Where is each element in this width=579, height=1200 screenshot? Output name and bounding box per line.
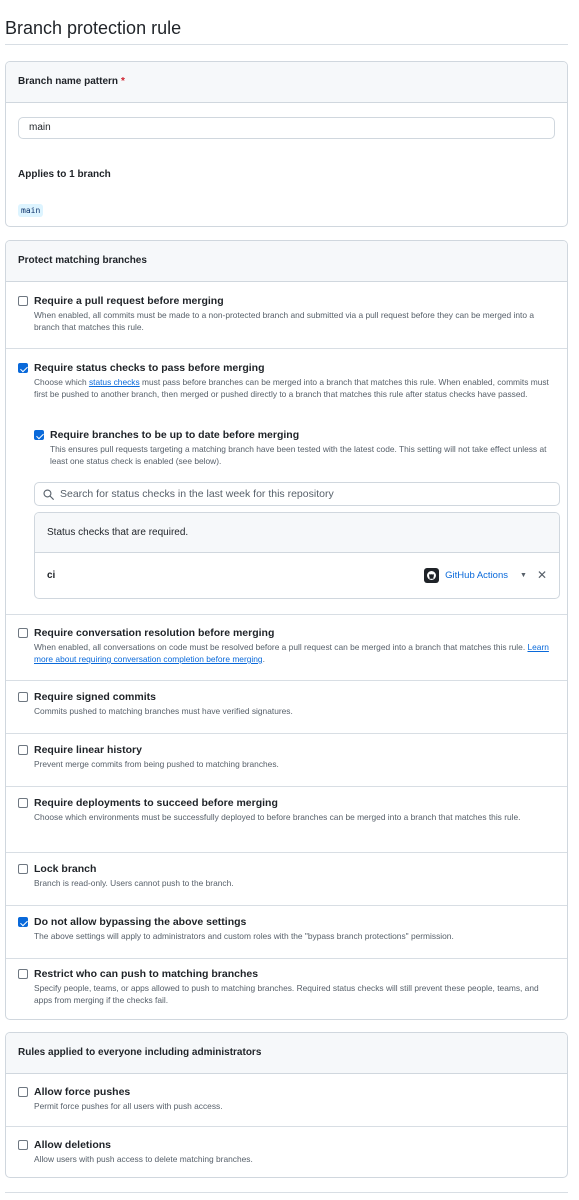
desc-text: must pass before branches can be merged into a branch that matches this rule. When enabled, commits must first be pushed to another branch, then merged or pushed directly to a branch that matches this rule after status checks have passed.	[34, 377, 549, 399]
search-placeholder: Search for status checks in the last week for this repository	[60, 487, 334, 500]
option-title: Require branches to be up to date before merging	[50, 429, 300, 441]
option-title: Require linear history	[34, 744, 142, 756]
option-title: Allow deletions	[34, 1139, 112, 1151]
admin-rules-header	[6, 1033, 567, 1074]
option-desc: Commits pushed to matching branches must have verified signatures.	[34, 706, 293, 716]
option-deployments	[18, 796, 555, 823]
option-row	[6, 348, 567, 614]
option-row	[6, 1074, 567, 1126]
option-status-checks	[18, 361, 555, 400]
restrict-push-checkbox[interactable]	[18, 969, 28, 979]
require-pr-checkbox[interactable]	[18, 296, 28, 306]
desc-text: .	[262, 654, 265, 664]
option-row	[6, 282, 567, 348]
option-desc	[34, 376, 555, 400]
option-desc: Permit force pushes for all users with push access.	[34, 1101, 223, 1111]
page-title: Branch protection rule	[5, 18, 182, 38]
chevron-down-icon: ▼	[520, 571, 527, 579]
option-row	[6, 680, 567, 733]
branch-list	[18, 204, 43, 218]
required-mark: *	[121, 76, 125, 87]
force-pushes-checkbox[interactable]	[18, 1087, 28, 1097]
option-row	[6, 958, 567, 1020]
option-title: Require signed commits	[34, 691, 156, 703]
linear-history-checkbox[interactable]	[18, 745, 28, 755]
option-desc	[34, 641, 555, 665]
check-name: ci	[47, 569, 56, 581]
remove-check-close-icon[interactable]: ✕	[536, 568, 547, 583]
option-title: Restrict who can push to matching branches	[34, 968, 259, 980]
required-check-row	[35, 553, 559, 598]
option-require-pr	[18, 294, 555, 333]
branch-pattern-input[interactable]	[18, 117, 555, 139]
option-desc: Branch is read-only. Users cannot push to the branch.	[34, 878, 234, 888]
option-desc: Specify people, teams, or apps allowed to push to matching branches. Required status checks will still prevent these people, teams, and apps from merging if the checks fail.	[34, 983, 539, 1005]
check-source-dropdown[interactable]	[424, 568, 527, 583]
option-title: Lock branch	[34, 863, 97, 875]
option-row	[6, 733, 567, 786]
option-desc: When enabled, all commits must be made to a non-protected branch and submitted via a pull request before they can be merged into a branch that matches this rule.	[34, 310, 534, 332]
option-title: Do not allow bypassing the above settings	[34, 916, 247, 928]
option-restrict-push	[18, 967, 555, 1006]
desc-text: Choose which	[34, 377, 89, 387]
required-checks-box	[34, 512, 560, 599]
required-checks-header: Status checks that are required.	[35, 513, 559, 553]
option-allow-deletions	[18, 1138, 555, 1165]
option-desc: Prevent merge commits from being pushed to matching branches.	[34, 759, 279, 769]
applies-label: Applies to 1 branch	[18, 169, 111, 180]
option-title: Require conversation resolution before merging	[34, 627, 275, 639]
allow-deletions-checkbox[interactable]	[18, 1140, 28, 1150]
option-desc: The above settings will apply to administrators and custom roles with the "bypass branch protections" permission.	[34, 931, 454, 941]
option-linear-history	[18, 743, 555, 770]
lock-branch-checkbox[interactable]	[18, 864, 28, 874]
option-conversation-resolution	[18, 626, 555, 665]
branch-pattern-label: Branch name pattern	[18, 76, 119, 87]
bottom-divider	[5, 1192, 568, 1193]
admin-rules-title: Rules applied to everyone including administrators	[18, 1047, 262, 1058]
branch-tag: main	[18, 204, 43, 217]
option-no-bypass	[18, 915, 555, 942]
status-checks-checkbox[interactable]	[18, 363, 28, 373]
status-checks-link[interactable]: status checks	[88, 377, 140, 387]
github-logo-icon	[424, 568, 439, 583]
option-lock-branch	[18, 862, 555, 889]
no-bypass-checkbox[interactable]	[18, 917, 28, 927]
protect-branches-header	[6, 241, 567, 282]
branch-pattern-box	[5, 61, 568, 227]
title-divider	[5, 44, 568, 45]
option-title: Require a pull request before merging	[34, 295, 224, 307]
check-source-label: GitHub Actions	[445, 569, 508, 581]
option-up-to-date	[34, 428, 555, 467]
signed-commits-checkbox[interactable]	[18, 692, 28, 702]
protect-branches-title: Protect matching branches	[18, 255, 147, 266]
up-to-date-checkbox[interactable]	[34, 430, 44, 440]
option-desc: Choose which environments must be successfully deployed to before branches can be merged into a branch that matches this rule.	[34, 812, 521, 822]
conversation-resolution-checkbox[interactable]	[18, 628, 28, 638]
branch-pattern-value: main	[29, 122, 51, 133]
protect-branches-box	[5, 240, 568, 1020]
status-check-search-input[interactable]	[34, 482, 560, 506]
desc-text: When enabled, all conversations on code must be resolved before a pull request can be merged into a branch that matches this rule.	[34, 642, 528, 652]
option-force-pushes	[18, 1085, 555, 1112]
option-row	[6, 614, 567, 680]
option-desc: This ensures pull requests targeting a matching branch have been tested with the latest code. This setting will not take effect unless at least one status check is enabled (see below).	[50, 444, 547, 466]
conversation-learn-more-link[interactable]: Learn more about requiring conversation completion before merging	[34, 642, 549, 664]
option-row	[6, 786, 567, 852]
admin-rules-box	[5, 1032, 568, 1178]
search-icon	[43, 489, 54, 500]
branch-pattern-header	[6, 62, 567, 103]
option-title: Allow force pushes	[34, 1086, 131, 1098]
option-row	[6, 1126, 567, 1178]
deployments-checkbox[interactable]	[18, 798, 28, 808]
option-title: Require deployments to succeed before merging	[34, 797, 278, 809]
option-title: Require status checks to pass before merging	[34, 362, 265, 374]
option-desc: Allow users with push access to delete matching branches.	[34, 1154, 253, 1164]
option-row	[6, 905, 567, 958]
option-signed-commits	[18, 690, 555, 717]
option-row	[6, 852, 567, 905]
